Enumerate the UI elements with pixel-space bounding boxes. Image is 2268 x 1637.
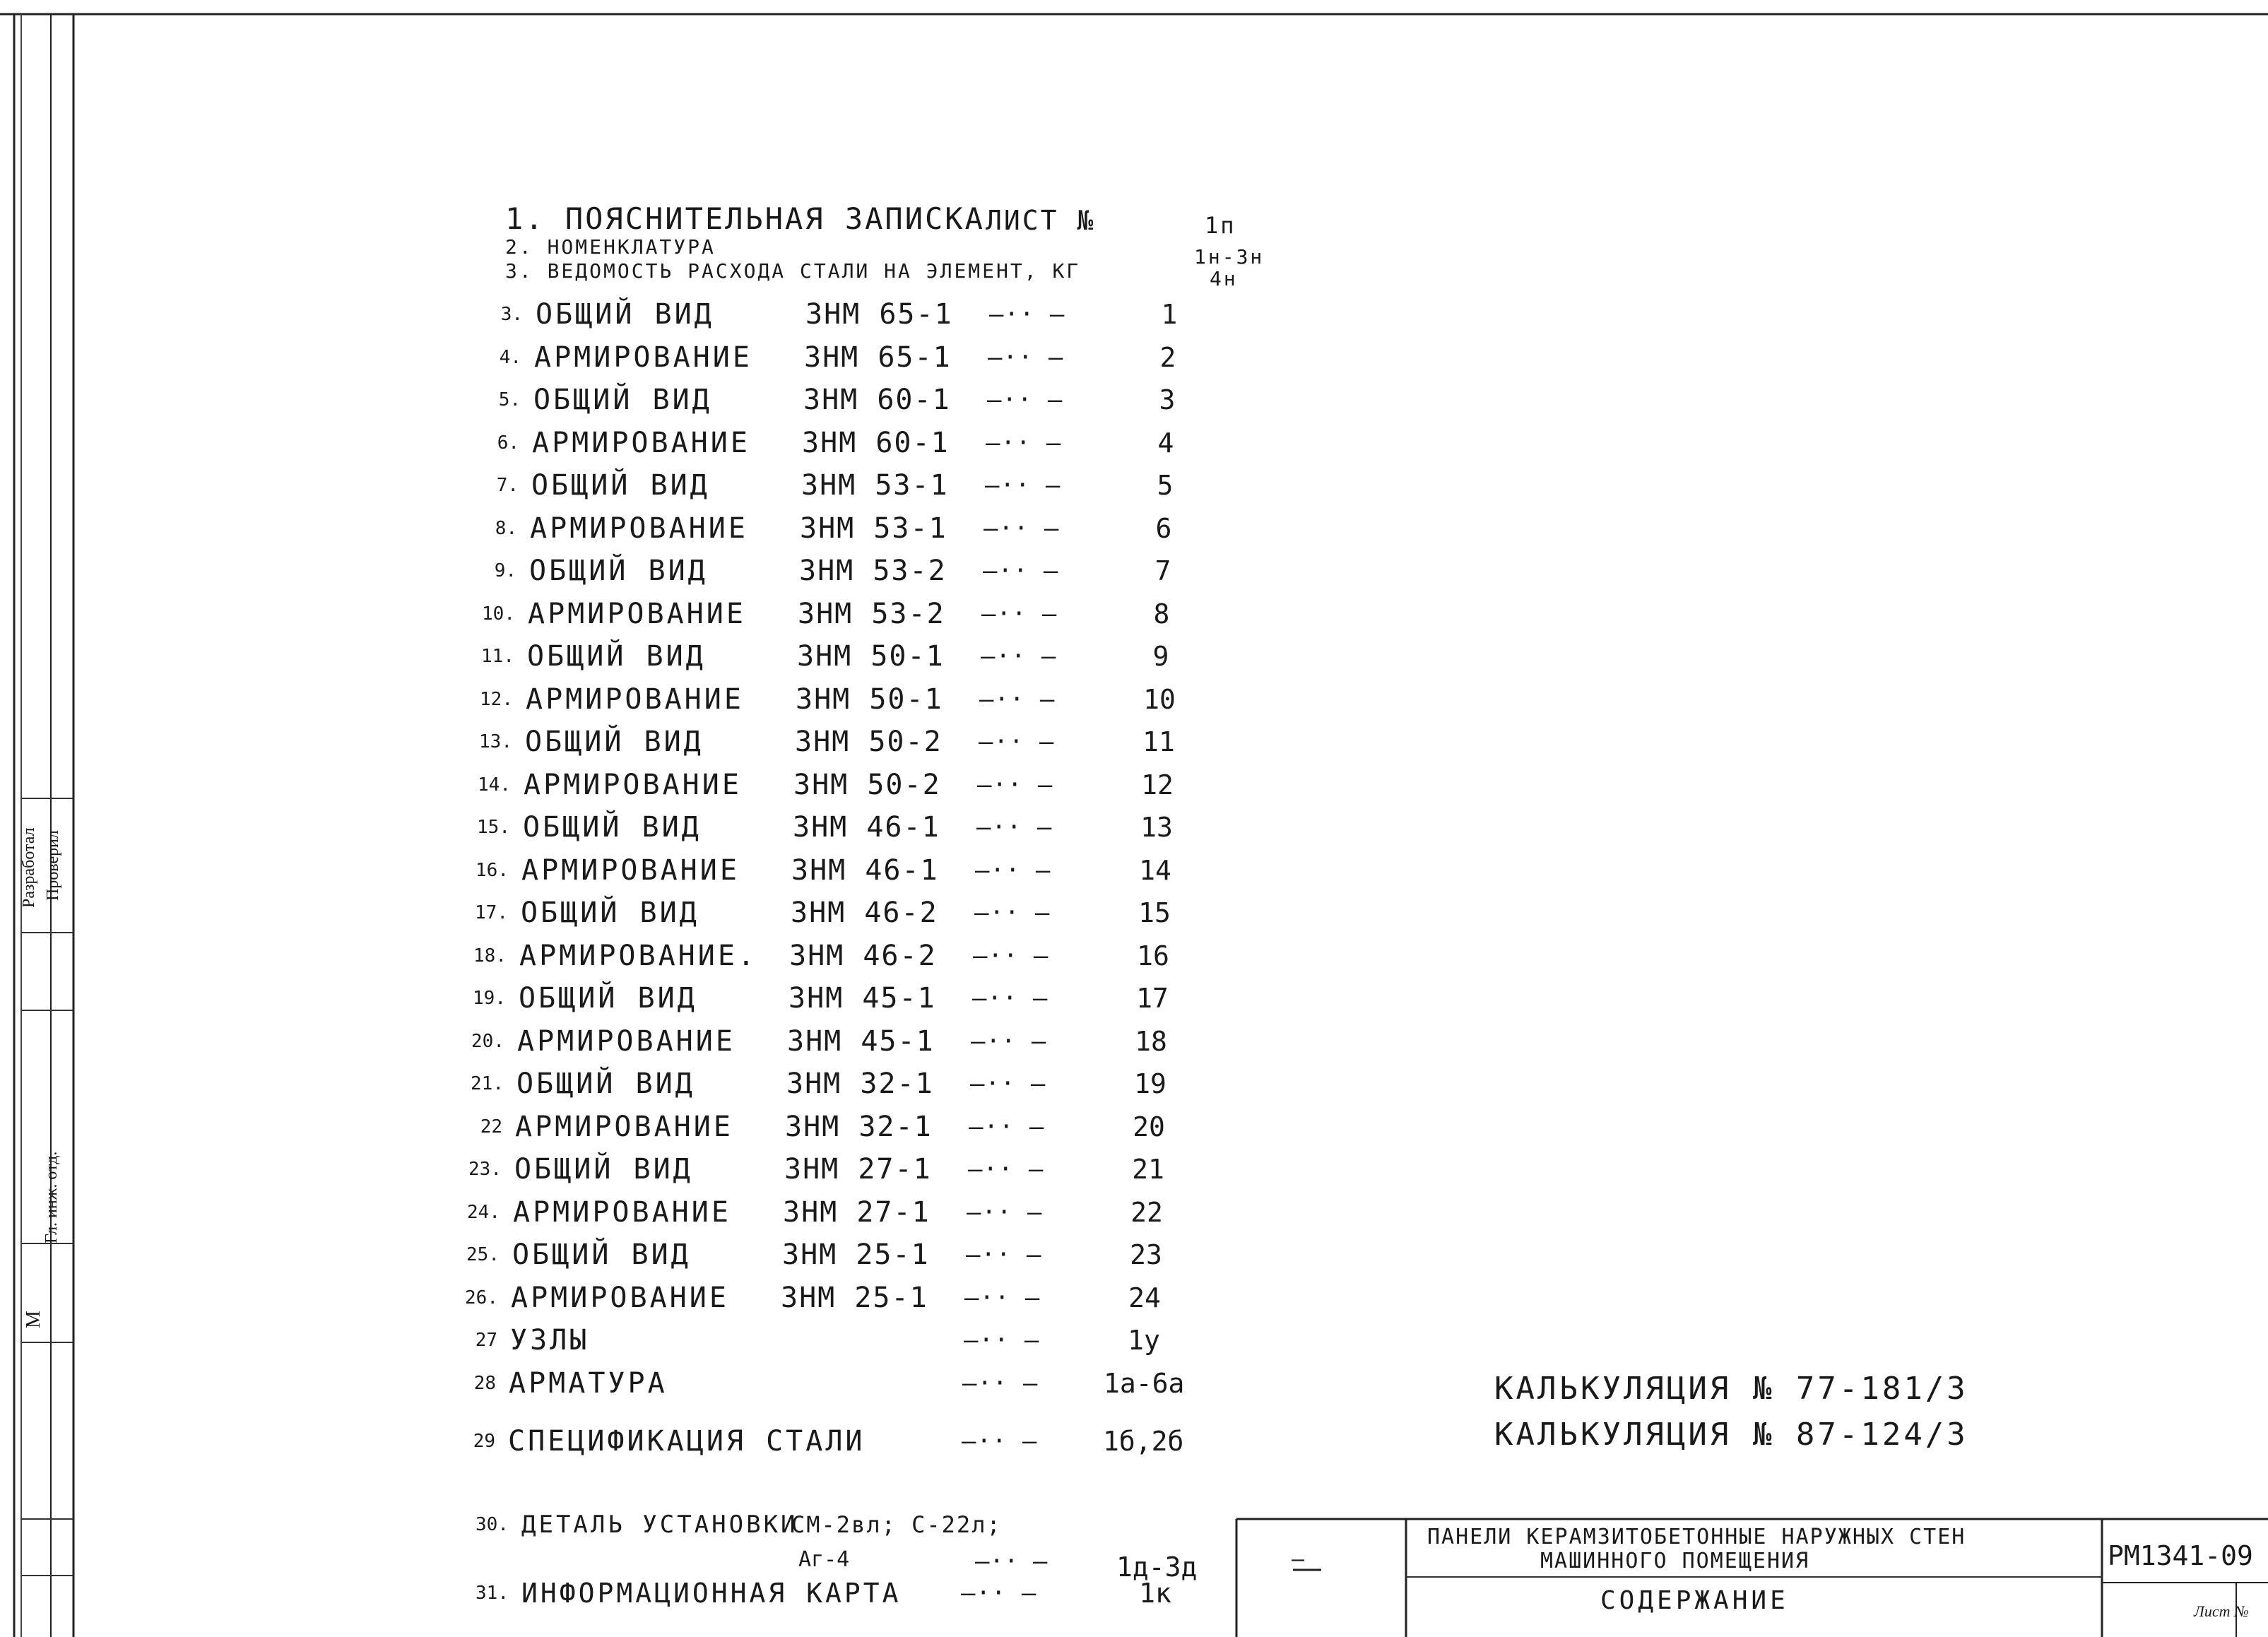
item-dash: —·· —	[983, 557, 1059, 585]
item-title: АРМИРОВАНИЕ	[513, 1195, 731, 1229]
item-code: 3НМ 45-1	[787, 1024, 935, 1058]
list-item	[478, 379, 1256, 421]
item-dash: —·· —	[977, 770, 1053, 799]
item-number: 12.	[480, 688, 513, 710]
item-code: 3НМ 50-1	[797, 640, 945, 673]
item-code: 3НМ 65-1	[805, 298, 953, 331]
item-number: 23.	[468, 1159, 502, 1180]
item-number: 10.	[482, 603, 515, 625]
list-item	[464, 935, 1241, 977]
list-item-31	[466, 1572, 1244, 1614]
list-item	[479, 336, 1256, 379]
item-title: ИНФОРМАЦИОННАЯ КАРТА	[521, 1578, 902, 1609]
item-dash: —·· —	[979, 728, 1055, 756]
sheet-name: СОДЕРЖАНИЕ	[1600, 1586, 1789, 1615]
item-code: 3НМ 32-1	[785, 1110, 933, 1143]
title-line-1: ПАНЕЛИ КЕРАМЗИТОБЕТОННЫЕ НАРУЖНЫХ СТЕН	[1427, 1525, 1966, 1549]
title-block-dash: —	[1292, 1547, 1305, 1572]
row30-dash: —·· —	[975, 1547, 1048, 1576]
item-sheet: 1б,2б	[1103, 1426, 1184, 1457]
list-item	[461, 1063, 1239, 1105]
item-sheet: 1а-6а	[1104, 1367, 1185, 1399]
item-sheet: 15	[1138, 897, 1171, 928]
item-dash: —·· —	[964, 1326, 1040, 1354]
item-title: ОБЩИЙ ВИД	[536, 298, 714, 331]
item-sheet: 5	[1157, 470, 1174, 501]
header-line-2-sheet: 1н-3н	[1194, 245, 1265, 268]
item-code: 3НМ 60-1	[802, 426, 950, 459]
header-sheet-label: ЛИСТ №	[986, 205, 1096, 236]
item-sheet: 2	[1159, 341, 1176, 373]
item-dash: —·· —	[986, 428, 1062, 457]
item-title: ОБЩИЙ ВИД	[527, 640, 706, 673]
item-dash: —·· —	[970, 1070, 1046, 1098]
item-number: 6.	[497, 432, 519, 454]
list-item	[458, 1191, 1235, 1234]
item-dash: —·· —	[964, 1283, 1041, 1312]
item-sheet: 16	[1137, 940, 1169, 971]
list-item	[460, 1106, 1237, 1148]
item-title: АРМИРОВАНИЕ	[530, 512, 748, 545]
item-number: 11.	[481, 646, 514, 667]
item-dash: —·· —	[975, 856, 1051, 885]
item-code: 3НМ 50-1	[796, 682, 943, 716]
item-sheet: 1д-3д	[1116, 1552, 1198, 1583]
item-title: УЗЛЫ	[510, 1324, 590, 1357]
item-title: АРМИРОВАНИЕ.	[519, 939, 757, 972]
item-number: 30.	[476, 1514, 509, 1535]
list-item	[480, 293, 1258, 336]
item-dash: —·· —	[981, 599, 1058, 628]
item-dash: —·· —	[988, 343, 1064, 372]
header-line-2: 2. НОМЕНКЛАТУРА	[505, 235, 716, 259]
item-dash: —·· —	[984, 514, 1060, 543]
item-dash: —·· —	[979, 685, 1056, 714]
item-code: 3НМ 25-1	[782, 1239, 930, 1271]
item-sheet: 9	[1152, 641, 1169, 672]
item-title: АРМИРОВАНИЕ	[532, 426, 750, 459]
side-label-gl-inzh: Гл. инж. отд.	[42, 1151, 61, 1243]
item-number: 4.	[499, 346, 521, 368]
item-dash: —·· —	[969, 1112, 1045, 1141]
row30-code-2: Аг-4	[798, 1547, 850, 1572]
item-title: ОБЩИЙ ВИД	[519, 982, 697, 1015]
item-sheet: 6	[1155, 512, 1172, 544]
item-code: 3НМ 50-2	[795, 726, 943, 758]
item-title: ОБЩИЙ ВИД	[512, 1239, 691, 1271]
item-title: АРМИРОВАНИЕ	[515, 1110, 733, 1143]
list-item	[454, 1362, 1231, 1405]
item-number: 3.	[500, 304, 523, 325]
item-dash: —·· —	[972, 984, 1049, 1012]
item-sheet: 19	[1134, 1068, 1167, 1099]
document-code: РМ1341-09	[2108, 1540, 2253, 1571]
side-label-razrabotal: Разработал	[20, 827, 38, 908]
item-sheet: 22	[1130, 1196, 1163, 1228]
item-code: 3НМ 46-1	[791, 853, 939, 887]
header-line-3-sheet: 4н	[1210, 267, 1238, 290]
item-code: 3НМ 46-2	[791, 897, 938, 929]
item-code: 3НМ 53-2	[798, 597, 945, 630]
item-number: 8.	[495, 517, 517, 539]
header-line-3: 3. ВЕДОМОСТЬ РАСХОДА СТАЛИ НА ЭЛЕМЕНТ, КГ	[505, 259, 1081, 283]
item-title: ОБЩИЙ ВИД	[525, 726, 704, 758]
item-sheet: 14	[1139, 854, 1171, 886]
item-dash: —·· —	[966, 1241, 1042, 1269]
list-item	[474, 550, 1251, 592]
item-number: 14.	[478, 774, 511, 796]
item-dash: —·· —	[973, 941, 1049, 970]
item-code: 3НМ 65-1	[804, 341, 952, 374]
item-sheet: 3	[1159, 384, 1176, 415]
item-sheet: 1у	[1128, 1325, 1160, 1356]
item-title: АРМИРОВАНИЕ	[526, 682, 744, 716]
item-code: 3НМ 32-1	[786, 1068, 934, 1100]
item-code: 3НМ 27-1	[783, 1195, 931, 1229]
item-number: 26.	[465, 1287, 498, 1308]
item-dash: —·· —	[962, 1369, 1039, 1397]
item-dash: —·· —	[961, 1579, 1037, 1607]
item-number: 13.	[479, 731, 512, 752]
list-item	[471, 678, 1248, 721]
item-sheet: 1к	[1139, 1578, 1171, 1609]
item-number: 22	[480, 1116, 502, 1137]
item-title: АРМИРОВАНИЕ	[534, 341, 752, 374]
item-code: 3НМ 53-2	[799, 555, 947, 587]
item-number: 7.	[496, 475, 519, 496]
calculation-number-1: КАЛЬКУЛЯЦИЯ № 77-181/3	[1494, 1371, 1968, 1407]
item-title: ОБЩИЙ ВИД	[529, 555, 708, 587]
item-number: 29	[473, 1431, 495, 1452]
item-sheet: 10	[1143, 683, 1176, 715]
item-dash: —·· —	[967, 1198, 1043, 1227]
item-code: СМ-2вл; С-22л;	[791, 1511, 1002, 1538]
item-title: ДЕТАЛЬ УСТАНОВКИ	[521, 1511, 798, 1539]
item-number: 19.	[473, 988, 506, 1009]
item-dash: —·· —	[989, 300, 1065, 329]
item-code: 3НМ 25-1	[781, 1281, 928, 1314]
list-item	[468, 764, 1246, 806]
list-item	[475, 507, 1252, 550]
item-sheet: 1	[1161, 299, 1178, 330]
list-item	[459, 1148, 1236, 1190]
item-code: 3НМ 50-2	[793, 768, 941, 801]
list-item	[462, 1020, 1239, 1063]
list-item	[466, 892, 1243, 934]
item-number: 27	[475, 1330, 497, 1351]
item-title: АРМИРОВАНИЕ	[521, 853, 740, 887]
item-sheet: 20	[1133, 1111, 1165, 1142]
item-title: АРМИРОВАНИЕ	[517, 1024, 736, 1058]
list-item	[453, 1420, 1230, 1462]
list-item	[472, 635, 1249, 678]
item-code: 3НМ 53-1	[801, 469, 949, 502]
item-title: ОБЩИЙ ВИД	[514, 1153, 693, 1186]
list-item	[470, 721, 1247, 763]
item-number: 9.	[494, 560, 516, 581]
item-code: 3НМ 60-1	[803, 384, 951, 416]
item-number: 28	[473, 1372, 496, 1394]
item-title: ОБЩИЙ ВИД	[531, 469, 710, 502]
list-item	[455, 1319, 1232, 1361]
item-sheet: 7	[1154, 555, 1171, 586]
item-code: 3НМ 53-1	[800, 512, 947, 545]
item-title: АРМАТУРА	[509, 1366, 668, 1400]
title-line-2: МАШИННОГО ПОМЕЩЕНИЯ	[1540, 1549, 1810, 1573]
item-code: 3НМ 46-2	[789, 939, 937, 972]
item-title: АРМИРОВАНИЕ	[511, 1281, 729, 1314]
list-item	[476, 464, 1253, 507]
item-number: 16.	[476, 859, 509, 881]
item-code: 3НМ 45-1	[789, 982, 936, 1015]
item-number: 21.	[471, 1073, 504, 1094]
item-title: ОБЩИЙ ВИД	[521, 897, 699, 929]
item-number: 31.	[476, 1583, 509, 1604]
item-number: 25.	[466, 1244, 500, 1265]
item-number: 17.	[475, 902, 508, 923]
item-dash: —·· —	[968, 1155, 1044, 1183]
item-title: ОБЩИЙ ВИД	[516, 1068, 695, 1100]
item-sheet: 12	[1141, 769, 1174, 800]
list-item	[456, 1277, 1233, 1319]
item-dash: —·· —	[987, 386, 1063, 414]
item-sheet: 11	[1142, 726, 1175, 757]
item-number: 18.	[473, 945, 507, 967]
item-title: СПЕЦИФИКАЦИЯ СТАЛИ	[508, 1425, 866, 1458]
item-dash: —·· —	[981, 642, 1057, 670]
item-sheet: 24	[1128, 1282, 1161, 1313]
list-item	[466, 849, 1244, 892]
item-sheet: 18	[1135, 1025, 1167, 1057]
item-number: 5.	[498, 389, 521, 410]
side-label-proveril: Проверил	[44, 830, 62, 901]
item-sheet: 21	[1132, 1154, 1164, 1185]
item-dash: —·· —	[976, 813, 1053, 841]
calculation-number-2: КАЛЬКУЛЯЦИЯ № 87-124/3	[1494, 1417, 1968, 1453]
item-sheet: 17	[1136, 983, 1169, 1014]
item-number: 20.	[471, 1030, 504, 1052]
item-dash: —·· —	[974, 899, 1051, 927]
item-code: 3НМ 27-1	[784, 1153, 932, 1186]
item-number: 15.	[477, 817, 510, 838]
item-sheet: 4	[1157, 427, 1174, 459]
list-item	[477, 422, 1254, 464]
header-line-1: 1. ПОЯСНИТЕЛЬНАЯ ЗАПИСКА	[505, 201, 985, 236]
list-item	[463, 977, 1241, 1020]
item-dash: —·· —	[971, 1027, 1047, 1056]
item-title: ОБЩИЙ ВИД	[523, 811, 702, 844]
item-sheet: 23	[1130, 1239, 1162, 1270]
item-sheet: 8	[1153, 598, 1170, 630]
item-dash: —·· —	[985, 471, 1061, 500]
side-label-m: М	[23, 1311, 45, 1328]
list-item	[457, 1234, 1234, 1276]
item-sheet: 13	[1140, 812, 1173, 843]
list-item	[468, 806, 1245, 849]
item-code: 3НМ 46-1	[793, 811, 940, 844]
list-number-label: Лист №	[2194, 1602, 2249, 1620]
item-number: 24.	[467, 1201, 500, 1223]
item-title: АРМИРОВАНИЕ	[528, 597, 746, 630]
item-title: АРМИРОВАНИЕ	[524, 768, 742, 801]
header-line-1-sheet: 1п	[1205, 212, 1236, 239]
list-item	[473, 593, 1250, 635]
item-title: ОБЩИЙ ВИД	[533, 384, 712, 416]
item-dash: —·· —	[962, 1427, 1038, 1455]
